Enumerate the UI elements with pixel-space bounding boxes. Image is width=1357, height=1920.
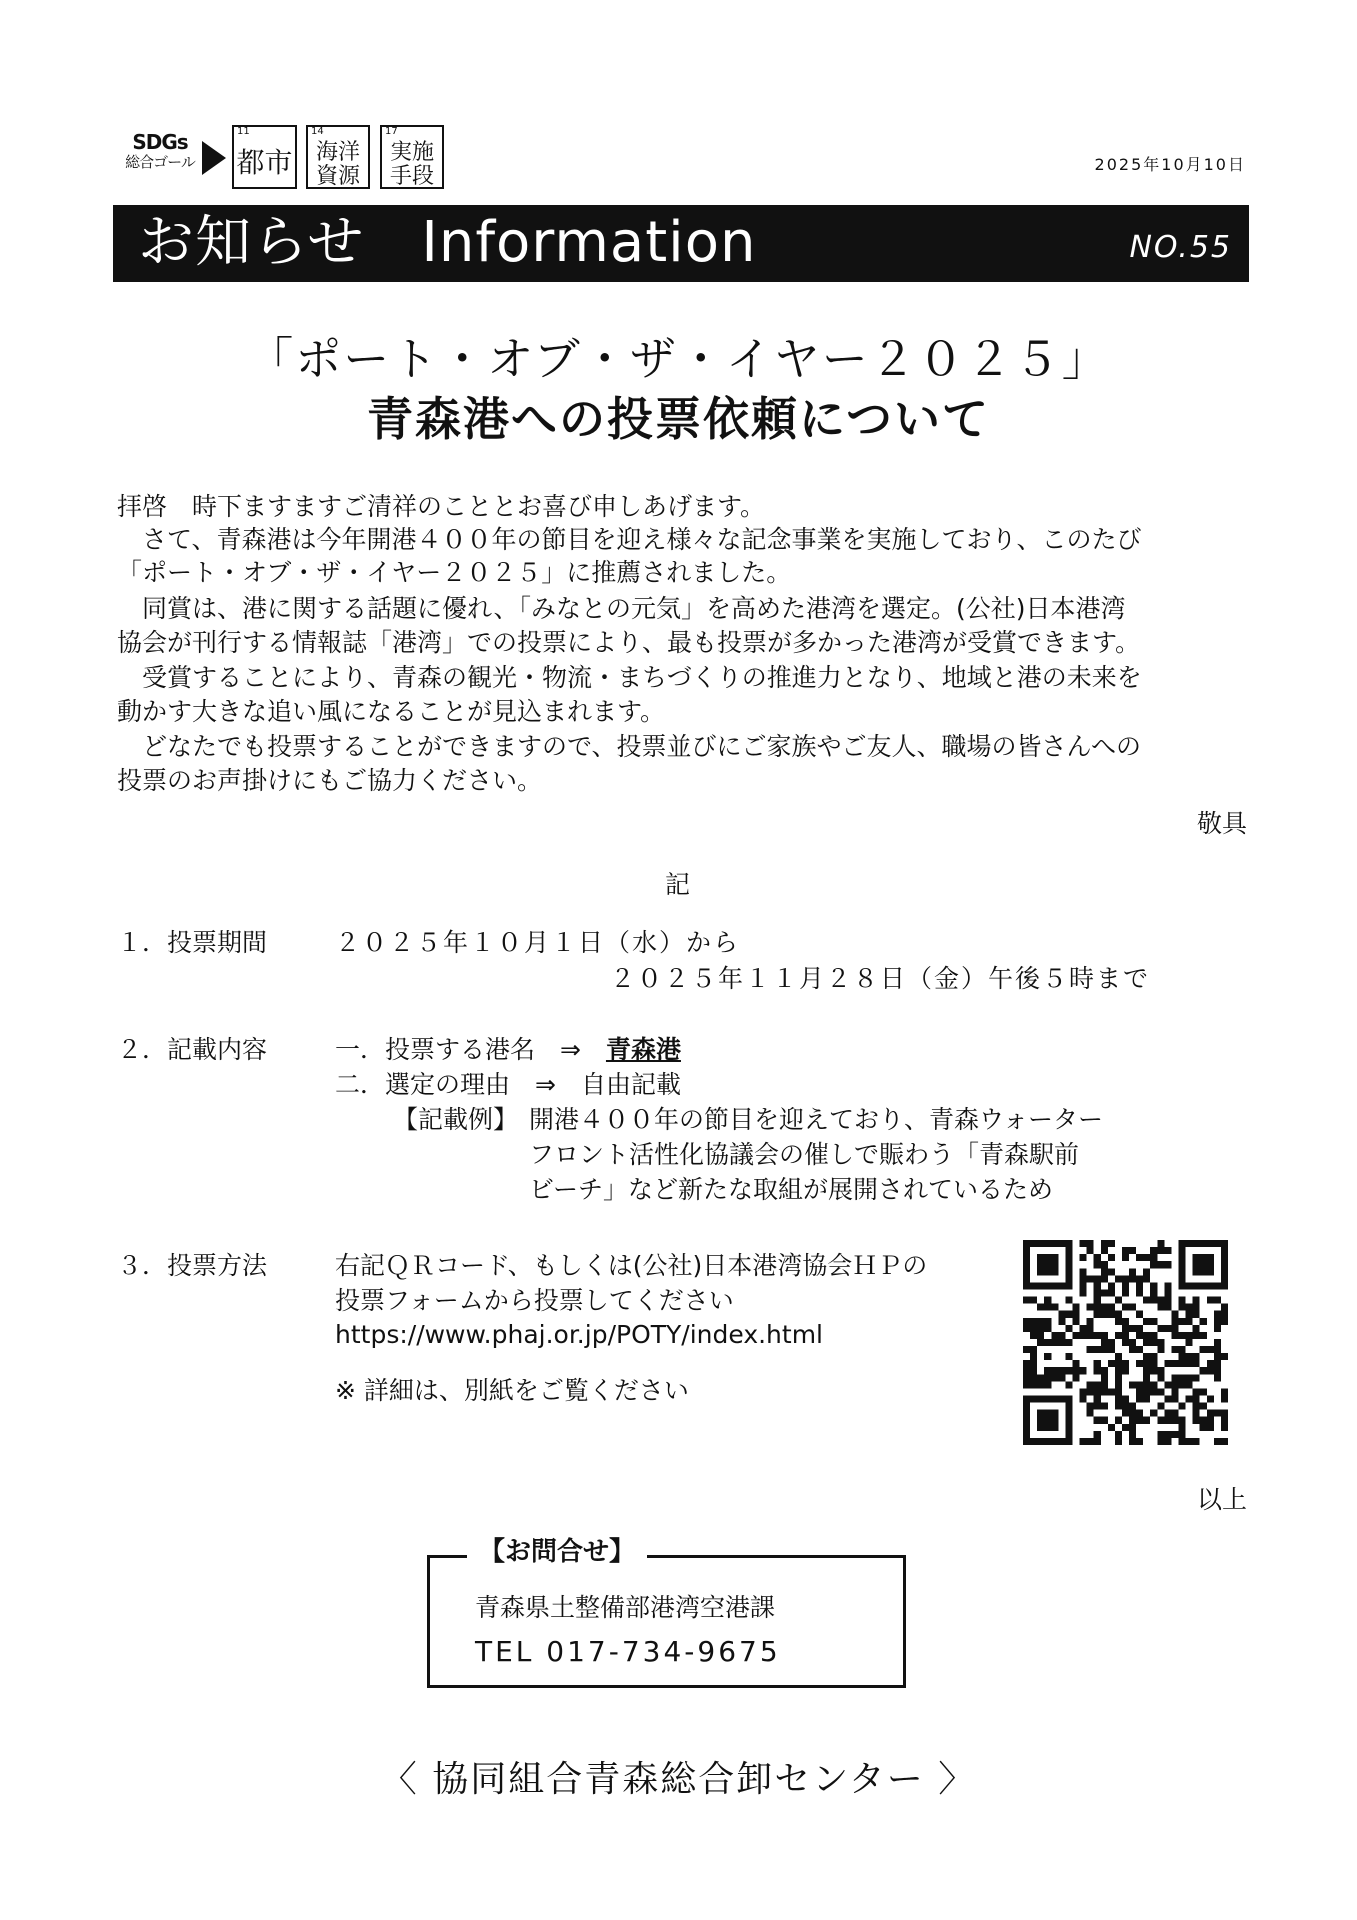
body-line: 協会が刊行する情報誌「港湾」での投票により、最も投票が多かった港湾が受賞できます。 (117, 628, 1141, 657)
sdgs-label-line2: 総合ゴール (125, 153, 195, 171)
content-line2: 二．選定の理由 ⇒ 自由記載 (335, 1070, 681, 1099)
sdg-goal-text-line2: 手段 (389, 164, 434, 189)
sdg-goal-text (382, 141, 442, 189)
sdg-goal-11-badge (232, 125, 297, 189)
body-line: どなたでも投票することができますので、投票並びにご家族やご友人、職場の皆さんへの (117, 732, 1142, 761)
sdg-goal-17-badge (380, 125, 444, 189)
sdg-goal-text-line1: 海洋 (315, 140, 360, 165)
closing-ijo: 以上 (1196, 1485, 1247, 1514)
body-line: 受賞することにより、青森の観光・物流・まちづくりの推進力となり、地域と港の未来を (117, 663, 1142, 692)
banner-title: お知らせ Information (138, 210, 757, 275)
closing-keigu: 敬具 (1196, 809, 1247, 838)
example-line3: ビーチ」など新たな取組が展開されているため (529, 1175, 1054, 1204)
port-name: 青森港 (605, 1035, 681, 1064)
sdg-goal-text-line2: 資源 (315, 164, 360, 189)
contact-department: 青森県土整備部港湾空港課 (475, 1593, 776, 1622)
item-period-label: １．投票期間 (117, 928, 268, 957)
page-title-line2: 青森港への投票依頼について (366, 392, 991, 446)
qr-code-image[interactable] (1023, 1240, 1228, 1445)
contact-heading: 【お問合せ】 (467, 1535, 647, 1569)
body-line: さて、青森港は今年開港４００年の節目を迎え様々な記念事業を実施しており、このたび (117, 525, 1142, 554)
example-line1: 開港４００年の節目を迎えており、青森ウォーター (529, 1105, 1104, 1134)
content-line1-prefix: 一．投票する港名 ⇒ (335, 1035, 606, 1064)
sdg-goal-number: 17 (385, 126, 398, 137)
body-line: 同賞は、港に関する話題に優れ、「みなとの元気」を高めた港湾を選定。(公社)日本港湾 (117, 594, 1126, 623)
detail-note: ※ 詳細は、別紙をご覧ください (335, 1376, 689, 1405)
body-line: 投票のお声掛けにもご協力ください。 (117, 766, 543, 795)
arrow-right-icon (202, 141, 226, 175)
example-line2: フロント活性化協議会の催しで賑わう「青森駅前 (529, 1140, 1080, 1169)
method-line1: 右記ＱＲコード、もしくは(公社)日本港湾協会ＨＰの (335, 1251, 928, 1280)
issue-date: 2025年10月10日 (1094, 155, 1246, 174)
banner-number: NO.55 (1129, 230, 1232, 265)
footer-organization: 〈 協同組合青森総合卸センター 〉 (380, 1759, 977, 1800)
period-end: ２０２５年１１月２８日（金）午後５時まで (610, 964, 1151, 993)
sdg-goal-number: 11 (237, 126, 250, 137)
item-method-label: ３．投票方法 (117, 1251, 268, 1280)
body-line: 動かす大きな追い風になることが見込まれます。 (117, 697, 666, 726)
ki-heading: 記 (665, 870, 691, 899)
sdgs-label (120, 132, 200, 170)
sdg-goal-14-badge (306, 125, 370, 189)
example-label: 【記載例】 (393, 1105, 519, 1134)
body-line: 拝啓 時下ますますご清祥のこととお喜び申しあげます。 (117, 492, 766, 521)
item-content-label: ２．記載内容 (117, 1035, 268, 1064)
method-line2: 投票フォームから投票してください (335, 1286, 734, 1315)
period-start: ２０２５年１０月１日（水）から (335, 928, 741, 957)
contact-tel: TEL 017-734-9675 (475, 1635, 781, 1668)
body-line: 「ポート・オブ・ザ・イヤー２０２５」に推薦されました。 (117, 558, 792, 587)
sdg-goal-number: 14 (311, 126, 324, 137)
sdg-goal-text-line1: 実施 (389, 140, 434, 165)
sdg-goal-text: 都市 (236, 146, 293, 179)
page-title-line1: 「ポート・オブ・ザ・イヤー２０２５」 (247, 332, 1110, 386)
content-line1 (335, 1033, 681, 1066)
sdgs-label-line1: SDGs (132, 130, 188, 154)
vote-url-link[interactable]: https://www.phaj.or.jp/POTY/index.html (335, 1320, 824, 1349)
sdg-goal-text (308, 141, 368, 189)
